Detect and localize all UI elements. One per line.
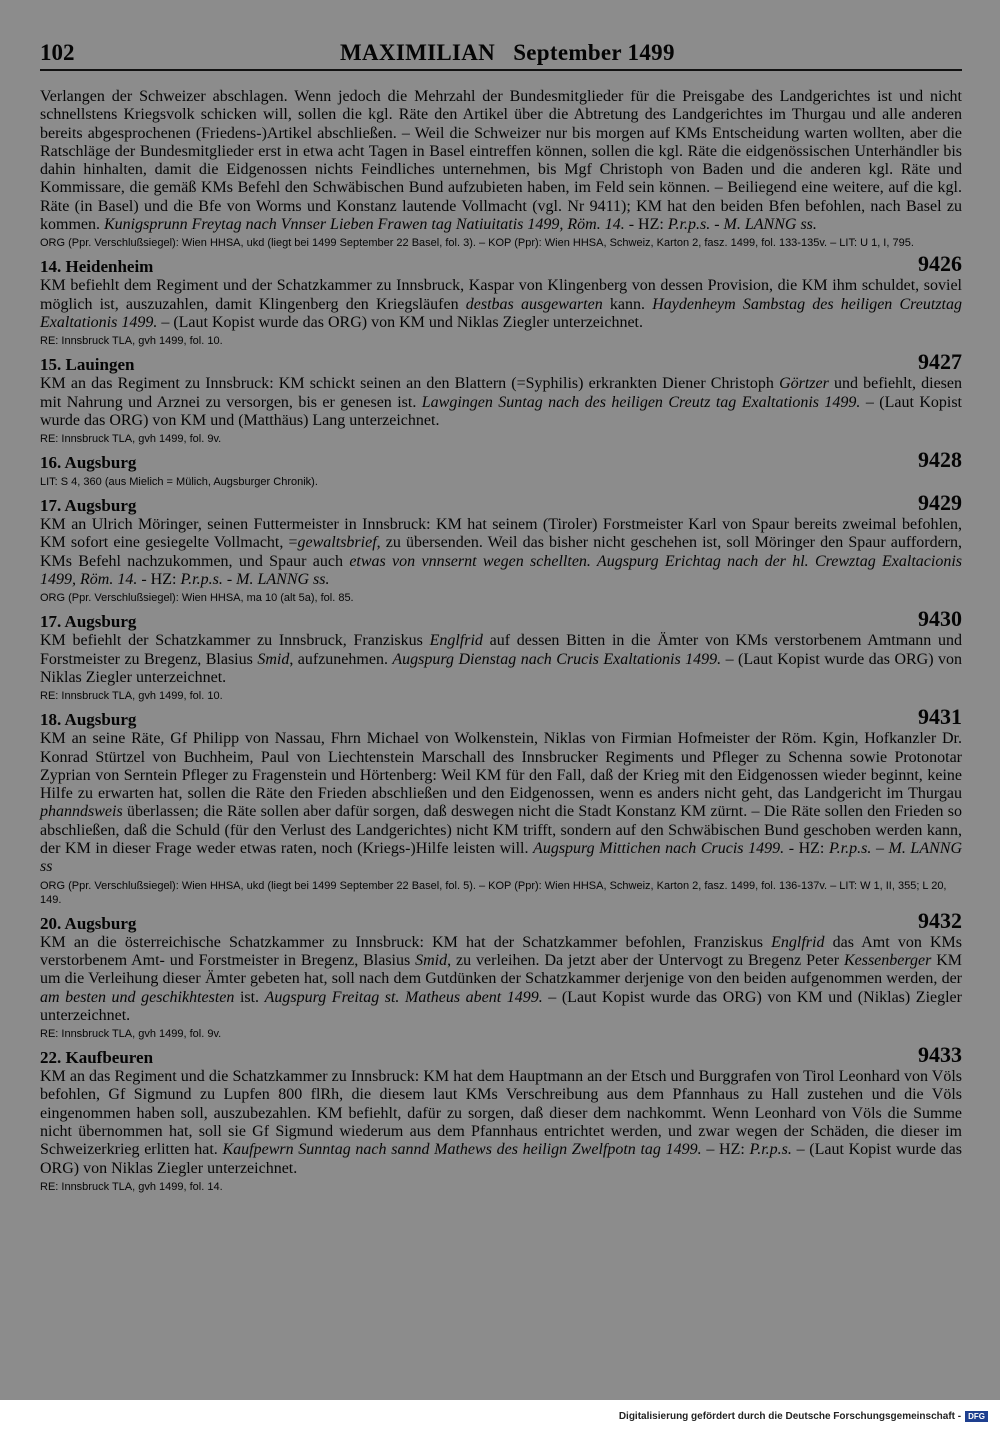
entry-heading	[40, 349, 962, 375]
entry-number: 9428	[918, 447, 962, 473]
italic-run: Augspurg Dienstag nach Crucis Exaltationis 1499.	[392, 650, 722, 668]
italic-run: phanndsweis	[40, 803, 123, 821]
text-run: , aufzunehmen.	[289, 650, 393, 668]
italic-run: Englfrid	[429, 632, 483, 650]
italic-run: Haydenheym Sambstag des heiligen Creutztag Exaltationis 1499.	[40, 295, 962, 331]
regest-entry	[40, 447, 962, 489]
text-run: KM an die österreichische Schatzkammer zu Innsbruck: KM hat der Schatzkammer befohlen, Franziskus	[40, 933, 772, 951]
italic-run: Augspurg Freitag st. Matheus abent 1499.	[264, 988, 543, 1006]
text-run: KM um die Verleihung dieser Ämter gebeten hat, soll nach dem Gutdünken der Schatzkammer derjenige von den beiden aufgenommen werden, der	[40, 951, 963, 988]
dfg-logo: DFG	[965, 1411, 988, 1422]
entry-number: 9431	[918, 704, 962, 730]
entry-date-place: 17. Augsburg	[40, 496, 137, 516]
entry-source: ORG (Ppr. Verschlußsiegel): Wien HHSA, ukd (liegt bei 1499 September 22 Basel, fol. 5). – KOP (Ppr): Wien HHSA, Schweiz, Karton 2, fasz. 1499, fol. 136-137v. – LIT: W 1, II, 355; L 20, 149.	[40, 879, 947, 906]
text-run: KM befiehlt dem Regiment und der Schatzkammer zu Innsbruck, Kaspar von Klingenberg von dessen Provision, die KM ihm schuldet, soviel möglich ist, auszuzahlen, damit Klingenberg den Kriegsläufen	[40, 277, 962, 313]
entry-number: 9429	[918, 490, 962, 516]
text-run: – (Laut Kopist wurde das ORG) von KM und Niklas Ziegler unterzeichnet.	[157, 313, 643, 331]
entry-heading	[40, 704, 962, 730]
regest-entry	[40, 1042, 963, 1194]
text-run: KM befiehlt der Schatzkammer zu Innsbruck, Franziskus	[40, 632, 430, 650]
italic-run: Görtzer	[779, 375, 829, 393]
text-run: überlassen; die Räte sollen aber dafür sorgen, daß deswegen nicht die Stadt Konstanz KM zürnt. – Die Räte sollen den Frieden so abschließen, daß die Schuld (für den Verlust des Landgerichtes) nicht KM trifft, sondern auf den Schwäbischen Bund geschoben werden kann, der KM in dieser Frage weder etwas raten, noch (Kriegs-)Hilfe leisten will.	[40, 803, 962, 858]
italic-run: Englfrid	[771, 933, 825, 951]
entry-number: 9433	[918, 1042, 962, 1068]
text-run: , zu übersenden. Weil das bisher nicht geschehen ist, soll Möringer den Spaur auffordern, KMs Befehl nachzukommen, und Spaur auch	[40, 534, 963, 570]
continuation-block	[40, 88, 962, 250]
text-run: – HZ:	[701, 1141, 750, 1159]
entry-text	[40, 277, 962, 332]
entry-number: 9432	[918, 907, 962, 933]
text-run: KM an Ulrich Möringer, seinen Futtermeister in Innsbruck: KM hat seinem (Tiroler) Forstmeister Karl von Spaur bereits zweimal befohlen, KM sofort eine gesiegelte Vollmacht, =	[40, 516, 962, 552]
text-run: das Amt von KMs verstorbenem Amt- und Forstmeister in Bregenz, Blasius	[40, 933, 962, 969]
text-run: – (Laut Kopist wurde das ORG) von Niklas Ziegler unterzeichnet.	[40, 1141, 963, 1177]
text-run: KM an seine Räte, Gf Philipp von Nassau, Fhrn Michael von Wolkenstein, Niklas von Firmian Hofmeister der Röm. Kgin, Hofkanzler Dr. Konrad Stürtzel von Buchheim, Paul von Liechtenstein Marschall des Innsbrucker Regiments und Pfleger zu Schenna sowie Protonotar Zyprian von Serntein Pfleger zu Fragenstein und Hörtenberg: Weil KM für den Fall, daß der Krieg mit den Eidgenossen wieder beginnt, keine Hilfe zu erwarten hat, sollen die Räte den Frieden abschließen und den Eidgenossen, wenn es anders nicht geht, das Landgericht im Thurgau	[40, 730, 962, 803]
regest-entry	[40, 606, 963, 703]
entry-list	[40, 251, 963, 1194]
entry-date-place: 17. Augsburg	[40, 612, 137, 632]
italic-run: destbas ausgewarten	[465, 295, 603, 313]
text-run: kann.	[602, 295, 653, 313]
page-number: 102	[40, 40, 75, 65]
text-run: auf dessen Bitten in die Ämter von KMs verstorbenem Amtmann und Forstmeister zu Bregenz, Blasius	[40, 632, 963, 668]
entry-source: ORG (Ppr. Verschlußsiegel): Wien HHSA, ma 10 (alt 5a), fol. 85.	[40, 592, 354, 605]
header-rule	[40, 69, 962, 71]
text-run: ist.	[234, 988, 265, 1006]
italic-run: Lawgingen Suntag nach des heiligen Creutz tag Exaltationis 1499.	[421, 393, 861, 411]
entry-heading	[40, 907, 962, 934]
italic-run: P.r.p.s. – M. LANNG ss	[40, 840, 963, 876]
text-run: KM an das Regiment zu Innsbruck: KM schickt seinen an den Blattern (=Syphilis) erkrankten Diener Christoph	[40, 375, 780, 393]
text-run: , zu verleihen. Da jetzt aber der Untervogt zu Bregenz Peter	[447, 951, 844, 969]
text-run: und befiehlt, diesen mit Nahrung und Arznei zu versorgen, bis er genesen ist.	[40, 375, 962, 411]
entry-text	[40, 730, 962, 876]
running-header	[40, 34, 962, 68]
entry-heading	[40, 490, 962, 516]
entry-text	[40, 516, 962, 589]
entry-date-place: 20. Augsburg	[40, 913, 137, 933]
entry-date-place: 18. Augsburg	[40, 710, 137, 730]
italic-run: Augspurg Mittichen nach Crucis 1499.	[533, 840, 785, 858]
footer	[619, 1411, 988, 1422]
regest-entry	[40, 251, 962, 348]
italic-run: Smid	[257, 650, 290, 668]
entry-date-place: 15. Lauingen	[40, 355, 135, 375]
italic-run: Smid	[415, 951, 448, 969]
text-run: Verlangen der Schweizer abschlagen. Wenn jedoch die Mehrzahl der Bundesmitglieder für die Preisgabe des Landgerichtes ist und nicht schnellstens Kriegsvolk schicken will, sollen die kgl. Räte den Artikel über die Abtretung des Landgerichtes im Thurgau und alle anderen bereits abgesprochenen (Friedens-)Artikel abschließen. – Weil die Schweizer nur bis morgen auf KMs Entscheidung warten wollten, aber die Ratschläge der Bundesmitglieder erst in etwa acht Tagen in Basel eintreffen können, sollen die kgl. Räte die eidgenössischen Unterhändler bis dahin hinhalten, damit die Eidgenossen nichts Feindliches unternehmen, bis Mgf Christoph von Baden und die anderen kgl. Räte und Kommissare, die gemäß KMs Befehl den Schwäbischen Bund aufzubieten haben, im Feld sein können. – Beiliegend eine weitere, auf die kgl. Räte (in Basel) und die Bfe von Worms und Konstanz lautende Vollmacht (vgl. Nr 9411); KM hat den beiden Bfen befohlen, nach Basel zu kommen.	[40, 88, 962, 234]
text-run: - HZ:	[624, 216, 668, 234]
italic-run: P.r.p.s. - M. LANNG ss.	[667, 216, 817, 234]
entry-source: RE: Innsbruck TLA, gvh 1499, fol. 14.	[40, 1180, 223, 1193]
italic-run: etwas von vnnsernt wegen schellten. Augspurg Erichtag nach der hl. Crewztag Exaltacionis 1499, Röm. 14.	[40, 552, 962, 589]
entry-heading	[40, 447, 962, 473]
entry-source: RE: Innsbruck TLA, gvh 1499, fol. 9v.	[40, 433, 222, 446]
entry-heading	[40, 606, 962, 632]
regest-entry	[40, 349, 962, 446]
entry-date-place: 16. Augsburg	[40, 453, 137, 473]
italic-run: Kaufpewrn Sunntag nach sannd Mathews des heilign Zwelfpotn tag 1499.	[222, 1141, 702, 1159]
regest-entry	[40, 490, 963, 605]
running-title: MAXIMILIAN September 1499	[340, 40, 675, 65]
entry-text	[40, 1068, 962, 1178]
italic-run: gewaltsbrief	[297, 534, 377, 552]
entry-number: 9427	[918, 349, 962, 375]
page-content	[40, 34, 962, 1194]
entry-source: RE: Innsbruck TLA, gvh 1499, fol. 9v.	[40, 1028, 222, 1041]
text-run: KM an das Regiment und die Schatzkammer zu Innsbruck: KM hat dem Hauptmann an der Etsch und Burggrafen von Tirol Leonhard von Völs befohlen, Gf Sigmund zu Lupfen 800 flRh, die diesem laut KMs Verschreibung aus dem Pfannhaus zu Hall zustehen und die Völs eingenommen haben soll, auszubezahlen. KM befiehlt, dafür zu sorgen, daß dieser dem nachkommt. Wenn Leonhard von Völs die Summe nicht übernommen hat, soll sie Gf Sigmund wiederum aus dem Pfannhaus entrichtet werden, und zwar wegen der Schäden, die dieser im Schweizerkrieg erlitten hat.	[40, 1068, 962, 1159]
italic-run: am besten und geschikhtesten	[40, 988, 235, 1006]
entry-source: RE: Innsbruck TLA, gvh 1499, fol. 10.	[40, 335, 223, 348]
entry-number: 9430	[918, 606, 962, 632]
entry-number: 9426	[918, 251, 962, 277]
footer-text: Digitalisierung gefördert durch die Deutsche Forschungsgemeinschaft -	[618, 1411, 962, 1422]
entry-heading	[40, 251, 962, 277]
entry-text	[40, 934, 962, 1025]
entry-heading	[40, 1042, 962, 1068]
italic-run: Kunigsprunn Freytag nach Vnnser Lieben Frawen tag Natiuitatis 1499, Röm. 14.	[104, 216, 625, 234]
entry-text	[40, 375, 962, 430]
text-run: – (Laut Kopist wurde das ORG) von Niklas Ziegler unterzeichnet.	[40, 650, 963, 686]
entry-source: RE: Innsbruck TLA, gvh 1499, fol. 10.	[40, 690, 223, 703]
entry-date-place: 14. Heidenheim	[40, 257, 154, 277]
continuation-source: ORG (Ppr. Verschlußsiegel): Wien HHSA, ukd (liegt bei 1499 September 22 Basel, fol. 3). – KOP (Ppr): Wien HHSA, Schweiz, Karton 2, fasz. 1499, fol. 133-135v. – LIT: U 1, I, 795.	[40, 237, 914, 250]
italic-run: P.r.p.s.	[749, 1141, 792, 1159]
entry-date-place: 22. Kaufbeuren	[40, 1048, 154, 1068]
italic-run: Kessenberger	[843, 951, 932, 969]
entry-source: LIT: S 4, 360 (aus Mielich = Mülich, Augsburger Chronik).	[40, 476, 318, 489]
text-run: - HZ:	[784, 840, 829, 858]
text-run: – (Laut Kopist wurde das ORG) von KM und (Matthäus) Lang unterzeichnet.	[40, 393, 962, 429]
text-run: - HZ:	[137, 571, 181, 589]
continuation-text	[40, 88, 962, 234]
text-run: – (Laut Kopist wurde das ORG) von KM und (Niklas) Ziegler unterzeichnet.	[40, 988, 962, 1024]
regest-entry	[40, 704, 963, 906]
entry-text	[40, 632, 962, 687]
italic-run: P.r.p.s. - M. LANNG ss.	[180, 571, 330, 589]
regest-entry	[40, 907, 963, 1041]
